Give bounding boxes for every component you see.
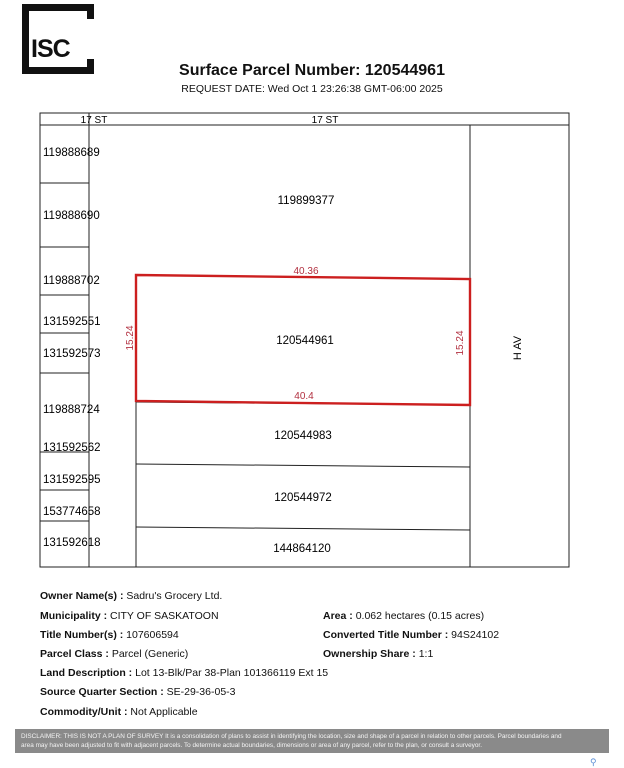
dimension-right: 15.24 (455, 330, 466, 356)
parcel-label: 131592618 (43, 537, 101, 549)
parcel-label: 131592551 (43, 316, 101, 328)
page-title: Surface Parcel Number: 120544961 (179, 62, 445, 79)
converted-title-value: 94S24102 (451, 629, 500, 641)
disclaimer-line-2: area may have been adjusted to fit with adjacent parcels. To determine actual boundaries, dimensions or area of any parcel, refer to the plan, or consult a surveyor. (21, 742, 482, 749)
area-value: 0.062 hectares (0.15 acres) (355, 610, 485, 622)
dimension-bottom: 40.4 (294, 391, 314, 402)
request-date: REQUEST DATE: Wed Oct 1 23:26:38 GMT-06:00 2025 (181, 83, 443, 95)
ownership-share-label: Ownership Share : (323, 648, 416, 660)
title-number-value: 107606594 (126, 629, 179, 641)
land-description-row (40, 667, 328, 679)
location-pin-icon: ⚲ (590, 757, 597, 767)
parcel-label: 153774658 (43, 506, 101, 518)
subject-parcel-number: 120544961 (276, 335, 334, 347)
parcel-class-value: Parcel (Generic) (111, 648, 189, 660)
area-row (323, 610, 484, 622)
commodity-row (40, 706, 198, 718)
parcel-label: 120544972 (274, 492, 332, 504)
dimension-left: 15.24 (125, 325, 136, 351)
converted-title-label: Converted Title Number : (323, 629, 449, 641)
parcel-label: 119888689 (43, 147, 100, 159)
municipality-value: CITY OF SASKATOON (110, 610, 219, 622)
owner-value: Sadru's Grocery Ltd. (126, 590, 223, 602)
parcel-label: 120544983 (274, 430, 332, 442)
dimension-top: 40.36 (293, 266, 319, 277)
source-quarter-value: SE-29-36-05-3 (166, 686, 236, 698)
disclaimer-line-1: DISCLAIMER: THIS IS NOT A PLAN OF SURVEY It is a consolidation of plans to assist in identifying the location, size and shape of a parcel in relation to other parcels. Parcel boundaries and (21, 733, 562, 740)
land-description-value: Lot 13-Blk/Par 38-Plan 101366119 Ext 15 (135, 667, 329, 679)
ownership-share-value: 1:1 (418, 648, 434, 660)
source-quarter-label: Source Quarter Section : (40, 686, 164, 698)
land-description-label: Land Description : (40, 667, 133, 679)
parcel-label: 131592573 (43, 348, 101, 360)
municipality-label: Municipality : (40, 610, 108, 622)
parcel-class-label: Parcel Class : (40, 648, 109, 660)
converted-title-row (323, 629, 499, 641)
street-label-left: 17 ST (80, 115, 108, 126)
street-label-avenue: H AV (512, 335, 524, 361)
commodity-value: Not Applicable (130, 706, 198, 718)
title-number-label: Title Number(s) : (40, 629, 124, 641)
parcel-label: 144864120 (273, 543, 331, 555)
owner-row (40, 590, 222, 602)
street-label-top: 17 ST (311, 115, 339, 126)
area-label: Area : (323, 610, 353, 622)
parcel-class-row (40, 648, 188, 660)
municipality-row (40, 610, 219, 622)
disclaimer-banner (15, 729, 609, 753)
parcel-label: 131592562 (43, 442, 101, 454)
parcel-label: 119888690 (43, 210, 100, 222)
commodity-label: Commodity/Unit : (40, 706, 128, 718)
ownership-share-row (323, 648, 433, 660)
source-quarter-row (40, 686, 236, 698)
title-number-row (40, 629, 179, 641)
parcel-label: 119888702 (43, 275, 100, 287)
parcel-label: 119888724 (43, 404, 100, 416)
parcel-label: 131592595 (43, 474, 101, 486)
logo-text: ISC (31, 35, 70, 63)
owner-label: Owner Name(s) : (40, 590, 124, 602)
parcel-label: 119899377 (277, 195, 335, 207)
